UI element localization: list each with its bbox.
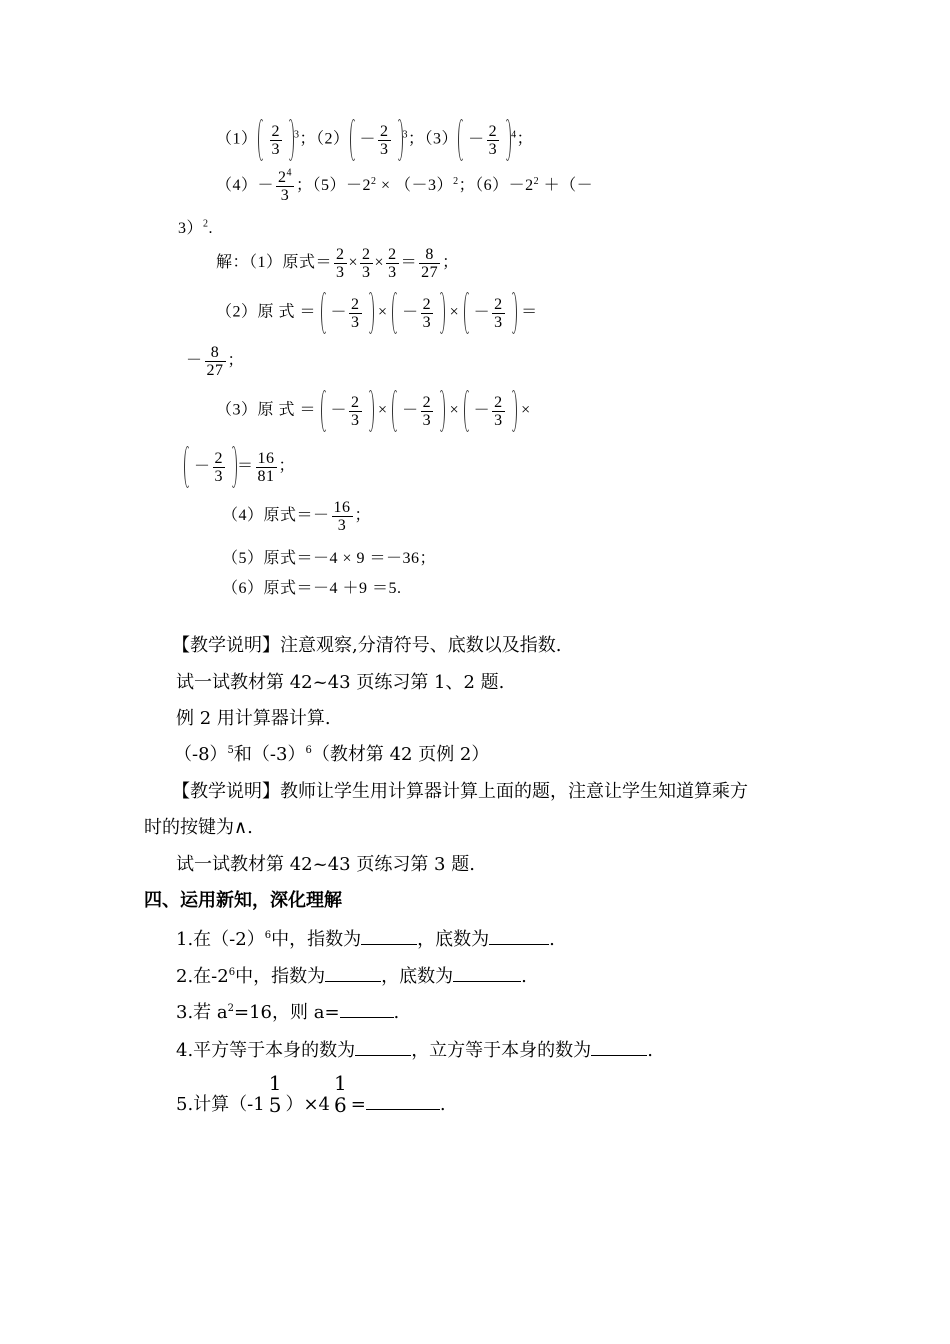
fraction: 1 5 xyxy=(268,1071,282,1117)
answer-blank[interactable] xyxy=(366,1093,440,1110)
solution-3-result: － $\frac{2}{3}$ ＝ $\frac{16}{81}$ ； xyxy=(184,446,295,488)
answer-blank[interactable] xyxy=(325,965,381,982)
paren-group: － $\frac{2}{3}$ xyxy=(350,119,403,161)
answer-blank[interactable] xyxy=(355,1039,411,1056)
question-2: 2.在$-2^6$中，指数为 ，底数为 . xyxy=(176,966,527,987)
solution-4: （4）原式＝－ $\frac{16}{3}$ ； xyxy=(222,499,372,534)
question-1: 1.在$(-2)^6$中，指数为 ，底数为 . xyxy=(176,929,555,950)
question-5: 5.计算（-1 1 5 ）×4 1 6 = . xyxy=(176,1071,446,1117)
answer-blank[interactable] xyxy=(361,928,417,945)
fraction: 1 6 xyxy=(334,1071,347,1117)
question-4: 4.平方等于本身的数为 ，立方等于本身的数为 . xyxy=(176,1040,653,1061)
answer-blank[interactable] xyxy=(591,1039,647,1056)
teaching-note-1: 【教学说明】注意观察,分清符号、底数以及指数. xyxy=(172,635,562,656)
exercise-line-2: （4）－ $\frac{2^4}{3}$ ；$(5)-2^2 \times (-3)^2$；$(6)-2^2$ ＋（－ xyxy=(216,167,594,204)
question-3: 3.若 $a^2=16$，则 a= . xyxy=(176,1002,400,1023)
teaching-note-2: 【教学说明】教师让学生用计算器计算上面的题，注意让学生知道算乘方 xyxy=(172,781,748,802)
try-exercise-1: 试一试教材第 42~43 页练习第 1、2 题. xyxy=(176,672,505,693)
example-2-expression: $(-8)^5$和$(-3)^6$（教材第 42 页例 2） xyxy=(174,744,490,765)
answer-blank[interactable] xyxy=(340,1001,394,1018)
solution-3: （3）原 式 ＝ － $\frac{2}{3}$ × － $\frac{2}{3}$ × － $\frac{2}{3}$ × xyxy=(216,390,531,432)
paren-group: － $\frac{2}{3}$ xyxy=(458,119,511,161)
solution-2: （2）原 式 ＝ － $\frac{2}{3}$ × － $\frac{2}{3}$ × － $\frac{2}{3}$ ＝ xyxy=(216,292,538,334)
fraction: $\frac{2}{3}$ xyxy=(271,122,281,158)
solution-6: （6）原式＝－4 ＋9 ＝5. xyxy=(222,580,402,597)
answer-blank[interactable] xyxy=(489,928,549,945)
solution-1: 解：（1）原式＝ $\frac{2}{3}$ × $\frac{2}{3}$ × $\frac{2}{3}$ ＝ $\frac{8}{27}$ ； xyxy=(216,246,459,281)
try-exercise-2: 试一试教材第 42~43 页练习第 3 题. xyxy=(176,854,475,875)
solution-2-result: － $\frac{8}{27}$ ； xyxy=(186,344,245,379)
exercise-line-3: 3）$^2$. xyxy=(178,218,214,237)
exercise-line-1: （1） $\frac{2}{3}$ $^3$；（2） － $\frac{2}{3}$ $^3$；（3） － $\frac{2}{3}$ $^4$； xyxy=(216,119,533,161)
answer-blank[interactable] xyxy=(453,965,521,982)
teaching-note-2-cont: 时的按键为∧. xyxy=(144,817,253,838)
section-heading: 四、运用新知，深化理解 xyxy=(144,890,342,911)
example-2-heading: 例 2 用计算器计算. xyxy=(176,708,331,729)
fraction: $\frac{2^4}{3}$ xyxy=(278,167,293,204)
solution-5: （5）原式＝－4 × 9 ＝－36； xyxy=(222,550,437,567)
paren-group xyxy=(258,119,295,161)
